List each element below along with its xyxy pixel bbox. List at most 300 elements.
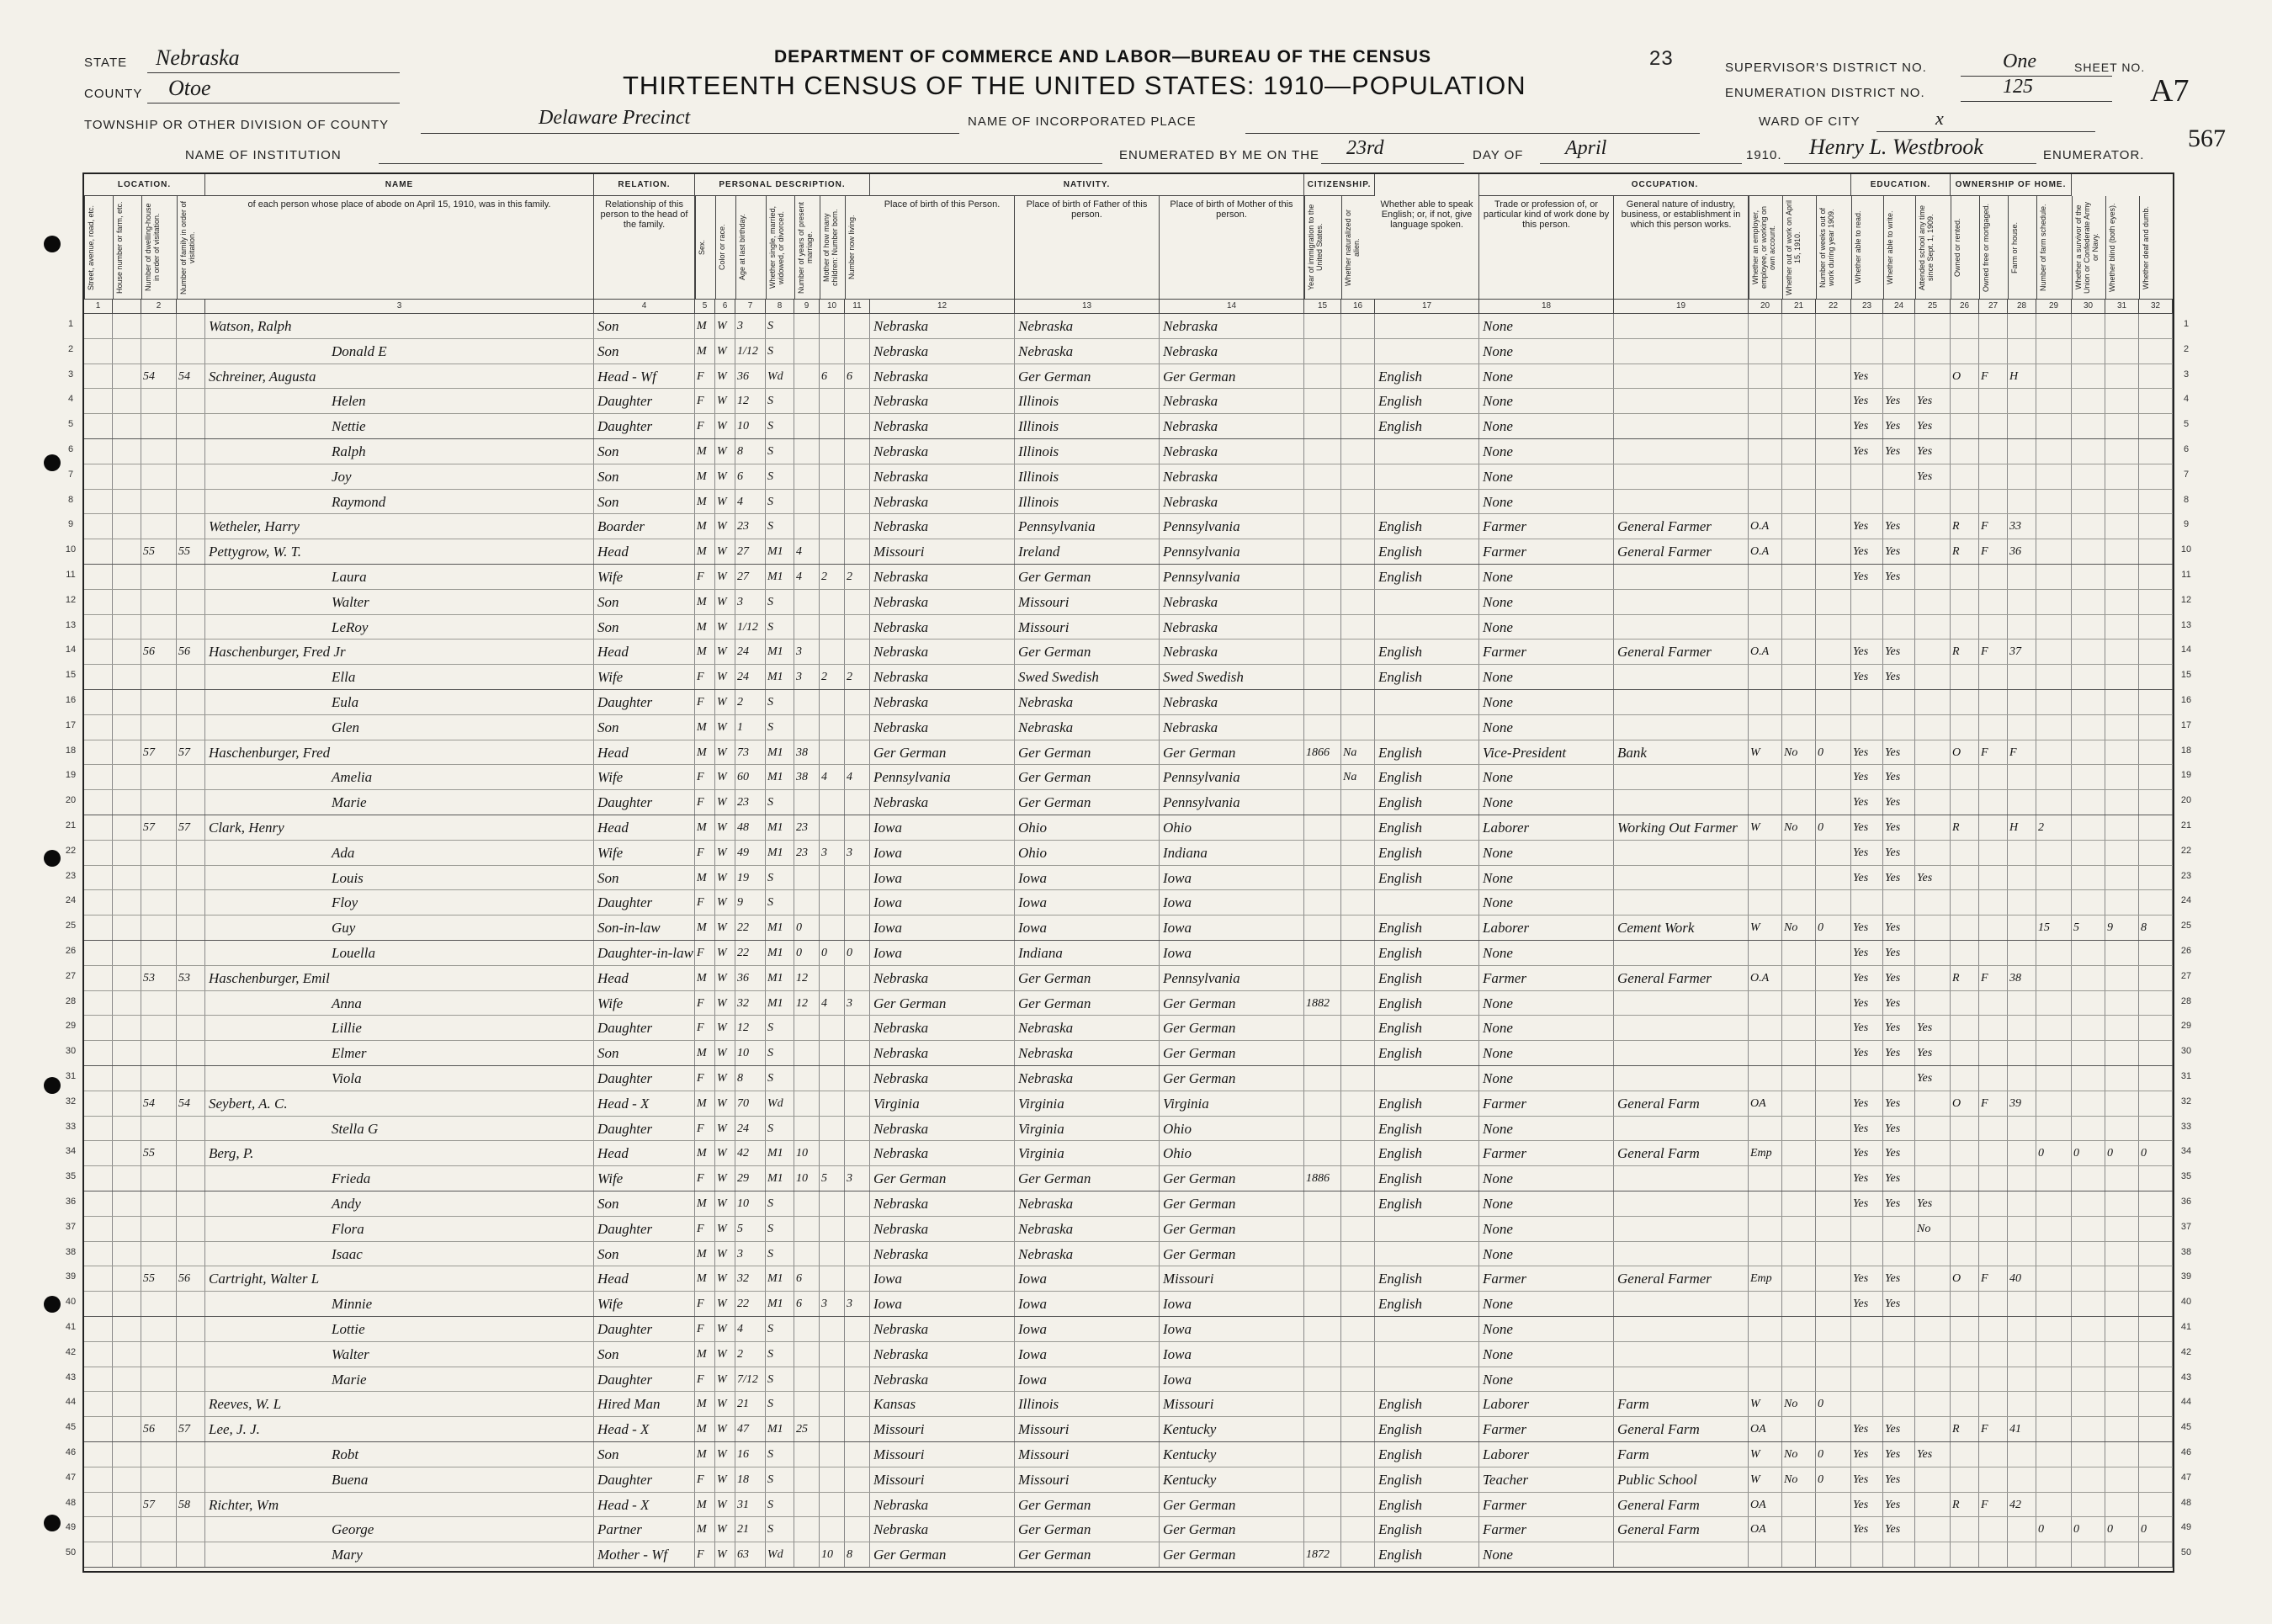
binder-hole xyxy=(44,236,61,252)
table-cell: W xyxy=(715,414,735,438)
table-cell: Richter, Wm xyxy=(205,1493,594,1517)
table-cell: Laborer xyxy=(1479,815,1614,840)
table-cell: R xyxy=(1951,815,1979,840)
table-cell xyxy=(1782,866,1816,890)
table-cell xyxy=(2036,1166,2072,1191)
table-cell xyxy=(1851,1542,1883,1567)
table-cell xyxy=(84,815,113,840)
table-cell xyxy=(2105,690,2139,714)
table-cell xyxy=(84,941,113,965)
column-header: Whether out of work on April 15, 1910. xyxy=(1782,196,1816,299)
table-cell: Amelia xyxy=(205,765,594,789)
table-cell xyxy=(141,1292,177,1316)
table-cell: W xyxy=(1749,1442,1782,1467)
table-cell: 1886 xyxy=(1304,1166,1341,1191)
table-cell xyxy=(2008,464,2036,489)
table-cell xyxy=(1883,1542,1915,1567)
table-cell: Nebraska xyxy=(870,339,1015,364)
table-cell xyxy=(2008,1392,2036,1416)
table-cell xyxy=(2105,941,2139,965)
table-cell xyxy=(794,1367,820,1392)
table-row xyxy=(84,941,2173,966)
table-cell: R xyxy=(1951,640,1979,664)
table-cell: Laborer xyxy=(1479,1392,1614,1416)
table-cell: Head xyxy=(594,740,695,765)
table-cell xyxy=(2139,941,2173,965)
table-cell: English xyxy=(1375,790,1479,815)
table-cell xyxy=(1341,314,1375,338)
table-cell: Robt xyxy=(205,1442,594,1467)
table-cell: English xyxy=(1375,1542,1479,1567)
table-cell: General Farmer xyxy=(1614,1266,1749,1291)
table-cell xyxy=(1614,1117,1749,1141)
column-number: 32 xyxy=(2139,299,2173,314)
table-cell xyxy=(845,389,870,413)
table-cell: General Farm xyxy=(1614,1141,1749,1165)
table-cell xyxy=(794,1317,820,1341)
table-cell xyxy=(141,1317,177,1341)
table-cell: Ger German xyxy=(870,740,1015,765)
table-cell xyxy=(1749,690,1782,714)
table-cell xyxy=(2072,1442,2105,1467)
table-cell xyxy=(1341,1467,1375,1492)
table-cell xyxy=(2139,1467,2173,1492)
table-cell: 5 xyxy=(2072,915,2105,940)
table-row xyxy=(84,1141,2173,1166)
table-cell xyxy=(1614,1217,1749,1241)
table-cell xyxy=(177,389,205,413)
table-cell xyxy=(1915,1242,1951,1266)
line-number: 26 xyxy=(65,945,77,956)
table-cell xyxy=(1851,339,1883,364)
table-cell: Son xyxy=(594,866,695,890)
table-cell xyxy=(794,1117,820,1141)
table-cell xyxy=(113,1141,141,1165)
table-cell: 0 xyxy=(1816,915,1851,940)
table-cell: Yes xyxy=(1915,1016,1951,1040)
column-header: Owned free or mortgaged. xyxy=(1979,196,2008,299)
table-cell: Nebraska xyxy=(870,1242,1015,1266)
line-number: 15 xyxy=(2180,670,2192,681)
table-cell xyxy=(177,1317,205,1341)
table-cell: Virginia xyxy=(1015,1141,1160,1165)
table-cell: M xyxy=(695,514,715,539)
table-cell xyxy=(1304,815,1341,840)
table-cell xyxy=(177,1217,205,1241)
table-cell xyxy=(1816,1292,1851,1316)
table-cell xyxy=(2036,1367,2072,1392)
table-cell: Daughter xyxy=(594,890,695,915)
table-cell xyxy=(1304,690,1341,714)
table-cell: S xyxy=(766,339,794,364)
table-cell xyxy=(1375,439,1479,464)
column-header: Whether naturalized or alien. xyxy=(1341,196,1375,299)
table-cell xyxy=(2008,414,2036,438)
table-cell xyxy=(2008,1242,2036,1266)
table-cell: Lillie xyxy=(205,1016,594,1040)
table-cell xyxy=(1782,339,1816,364)
table-cell xyxy=(2008,1317,2036,1341)
table-cell: English xyxy=(1375,1442,1479,1467)
table-cell: M1 xyxy=(766,1266,794,1291)
table-cell xyxy=(1749,790,1782,815)
table-cell xyxy=(1979,1016,2008,1040)
table-cell xyxy=(1915,1091,1951,1116)
table-cell: W xyxy=(715,490,735,514)
table-cell: W xyxy=(715,389,735,413)
stamp-number: 567 xyxy=(2188,125,2226,152)
table-cell: Nebraska xyxy=(870,514,1015,539)
table-cell xyxy=(113,414,141,438)
table-cell xyxy=(1979,314,2008,338)
table-cell xyxy=(1951,590,1979,614)
table-cell xyxy=(1341,389,1375,413)
table-cell: Yes xyxy=(1851,1467,1883,1492)
table-cell xyxy=(1782,565,1816,589)
table-cell xyxy=(1341,815,1375,840)
column-header: Age at last birthday. xyxy=(735,196,766,299)
table-cell xyxy=(1341,1016,1375,1040)
table-cell: Son-in-law xyxy=(594,915,695,940)
table-cell xyxy=(1915,715,1951,740)
table-cell xyxy=(1341,1442,1375,1467)
table-cell: W xyxy=(715,1367,735,1392)
table-cell xyxy=(84,665,113,689)
table-cell xyxy=(1614,414,1749,438)
table-cell xyxy=(2072,1317,2105,1341)
line-number: 34 xyxy=(65,1146,77,1157)
table-cell xyxy=(1951,1367,1979,1392)
table-cell xyxy=(1614,1191,1749,1216)
table-cell: Yes xyxy=(1883,1091,1915,1116)
table-cell xyxy=(1341,866,1375,890)
table-cell xyxy=(1304,490,1341,514)
column-header: General nature of industry, business, or establishment in which this person works. xyxy=(1614,174,1749,299)
line-number: 1 xyxy=(2183,318,2190,329)
table-cell: Wd xyxy=(766,364,794,389)
table-cell xyxy=(2072,1091,2105,1116)
table-cell: 9 xyxy=(2105,915,2139,940)
table-cell: W xyxy=(715,439,735,464)
table-cell: W xyxy=(715,539,735,564)
table-cell xyxy=(845,439,870,464)
table-cell: Virginia xyxy=(870,1091,1015,1116)
table-cell: Partner xyxy=(594,1517,695,1542)
table-cell xyxy=(1304,890,1341,915)
table-cell xyxy=(1375,464,1479,489)
table-cell xyxy=(1341,1117,1375,1141)
table-cell xyxy=(2036,690,2072,714)
table-cell: 16 xyxy=(735,1442,766,1467)
table-cell: Ger German xyxy=(1015,740,1160,765)
table-cell: W xyxy=(715,1266,735,1291)
table-cell: Boarder xyxy=(594,514,695,539)
table-cell: 10 xyxy=(735,1191,766,1216)
table-cell: English xyxy=(1375,991,1479,1016)
table-cell xyxy=(1782,665,1816,689)
table-cell: Yes xyxy=(1883,966,1915,990)
table-cell: English xyxy=(1375,1141,1479,1165)
table-cell: Schreiner, Augusta xyxy=(205,364,594,389)
table-cell: Illinois xyxy=(1015,414,1160,438)
table-cell xyxy=(1341,1041,1375,1065)
table-cell: W xyxy=(715,1342,735,1367)
table-cell: Walter xyxy=(205,1342,594,1367)
line-number: 22 xyxy=(65,845,77,856)
table-cell: M xyxy=(695,1091,715,1116)
township-value: Delaware Precinct xyxy=(539,107,691,129)
table-cell: Stella G xyxy=(205,1117,594,1141)
table-cell: 60 xyxy=(735,765,766,789)
table-cell: 1866 xyxy=(1304,740,1341,765)
table-cell xyxy=(845,1517,870,1542)
table-cell: Donald E xyxy=(205,339,594,364)
table-cell xyxy=(1816,1141,1851,1165)
table-cell: General Farm xyxy=(1614,1417,1749,1441)
table-cell xyxy=(1341,665,1375,689)
table-cell: M xyxy=(695,1417,715,1441)
table-cell xyxy=(1915,915,1951,940)
table-cell xyxy=(1816,1367,1851,1392)
table-cell: Nebraska xyxy=(870,790,1015,815)
table-cell: Son xyxy=(594,590,695,614)
table-cell: Nebraska xyxy=(1160,640,1304,664)
table-cell: 58 xyxy=(177,1493,205,1517)
table-cell xyxy=(820,1467,845,1492)
line-number: 39 xyxy=(65,1271,77,1282)
table-cell: F xyxy=(695,665,715,689)
table-cell xyxy=(2139,1367,2173,1392)
table-cell xyxy=(84,1392,113,1416)
table-cell xyxy=(141,991,177,1016)
table-cell: 27 xyxy=(735,539,766,564)
binder-hole xyxy=(44,454,61,471)
table-cell xyxy=(1304,1141,1341,1165)
column-number: 2 xyxy=(141,299,177,314)
table-cell: 57 xyxy=(177,815,205,840)
table-cell xyxy=(1883,715,1915,740)
enumerated-month: April xyxy=(1565,137,1607,159)
table-cell xyxy=(84,841,113,865)
table-cell: Nebraska xyxy=(1015,690,1160,714)
table-cell xyxy=(113,1342,141,1367)
table-cell xyxy=(845,590,870,614)
table-cell xyxy=(820,790,845,815)
table-cell: 53 xyxy=(177,966,205,990)
table-cell: Yes xyxy=(1851,1041,1883,1065)
table-cell: Head xyxy=(594,539,695,564)
table-cell: Yes xyxy=(1851,565,1883,589)
line-number: 29 xyxy=(2180,1021,2192,1032)
table-cell: 0 xyxy=(2072,1517,2105,1542)
binder-hole xyxy=(44,850,61,867)
table-cell: No xyxy=(1782,1467,1816,1492)
table-cell: 12 xyxy=(735,1016,766,1040)
table-cell: Pennsylvania xyxy=(1160,790,1304,815)
table-cell: S xyxy=(766,439,794,464)
table-cell xyxy=(1915,1292,1951,1316)
table-cell: English xyxy=(1375,389,1479,413)
table-cell xyxy=(141,1242,177,1266)
table-cell: None xyxy=(1479,1117,1614,1141)
line-number: 23 xyxy=(2180,870,2192,881)
table-cell: M1 xyxy=(766,539,794,564)
table-cell: Yes xyxy=(1883,1517,1915,1542)
table-cell: None xyxy=(1479,1191,1614,1216)
table-cell xyxy=(2139,590,2173,614)
table-cell: None xyxy=(1479,1367,1614,1392)
table-cell xyxy=(1782,1493,1816,1517)
table-cell: Nebraska xyxy=(870,665,1015,689)
table-cell: Ger German xyxy=(1160,1191,1304,1216)
table-cell xyxy=(2008,715,2036,740)
column-number xyxy=(113,299,141,314)
table-cell xyxy=(84,1091,113,1116)
table-cell xyxy=(84,1041,113,1065)
table-cell xyxy=(1951,615,1979,640)
table-cell xyxy=(1749,1066,1782,1091)
table-cell: Ger German xyxy=(1015,364,1160,389)
table-cell xyxy=(845,1242,870,1266)
table-cell: OA xyxy=(1749,1417,1782,1441)
table-cell xyxy=(1816,790,1851,815)
table-cell xyxy=(177,339,205,364)
table-cell xyxy=(1816,490,1851,514)
table-cell: Nebraska xyxy=(870,640,1015,664)
table-cell: Louis xyxy=(205,866,594,890)
table-cell xyxy=(1979,1041,2008,1065)
table-cell: Iowa xyxy=(1160,866,1304,890)
table-row xyxy=(84,915,2173,941)
table-cell: None xyxy=(1479,1292,1614,1316)
line-number: 19 xyxy=(65,770,77,781)
table-cell xyxy=(1915,514,1951,539)
table-cell xyxy=(2139,1091,2173,1116)
table-row xyxy=(84,1367,2173,1393)
binder-hole xyxy=(44,1515,61,1531)
table-cell: None xyxy=(1479,314,1614,338)
table-cell: OA xyxy=(1749,1091,1782,1116)
table-cell xyxy=(1749,1217,1782,1241)
table-cell: Missouri xyxy=(1015,615,1160,640)
table-cell xyxy=(1375,715,1479,740)
table-cell: 3 xyxy=(794,640,820,664)
table-cell xyxy=(84,640,113,664)
table-cell xyxy=(1915,615,1951,640)
table-cell: 55 xyxy=(177,539,205,564)
table-cell: Nebraska xyxy=(1160,314,1304,338)
table-cell: S xyxy=(766,314,794,338)
table-cell: Haschenburger, Emil xyxy=(205,966,594,990)
table-cell: 5 xyxy=(735,1217,766,1241)
table-cell xyxy=(1979,690,2008,714)
table-cell xyxy=(1782,1266,1816,1291)
table-cell: 10 xyxy=(820,1542,845,1567)
township-label: TOWNSHIP OR OTHER DIVISION OF COUNTY xyxy=(84,118,390,132)
table-cell: 3 xyxy=(845,991,870,1016)
table-cell xyxy=(1979,1317,2008,1341)
table-cell: Son xyxy=(594,314,695,338)
table-cell xyxy=(1304,1292,1341,1316)
table-cell: English xyxy=(1375,1117,1479,1141)
table-cell: M xyxy=(695,539,715,564)
table-cell xyxy=(845,1141,870,1165)
table-cell: Ger German xyxy=(870,1542,1015,1567)
table-cell: Yes xyxy=(1851,866,1883,890)
table-cell xyxy=(2105,615,2139,640)
table-cell xyxy=(2105,966,2139,990)
table-cell xyxy=(2036,1016,2072,1040)
table-cell xyxy=(84,414,113,438)
table-cell: M xyxy=(695,740,715,765)
table-cell: W xyxy=(715,966,735,990)
table-cell: 22 xyxy=(735,915,766,940)
column-number: 31 xyxy=(2105,299,2139,314)
table-cell xyxy=(141,1066,177,1091)
table-cell: 32 xyxy=(735,1266,766,1291)
column-number: 9 xyxy=(794,299,820,314)
table-cell xyxy=(1341,1542,1375,1567)
column-header: Whether able to read. xyxy=(1851,196,1883,299)
table-cell xyxy=(2008,941,2036,965)
table-cell: English xyxy=(1375,1266,1479,1291)
table-cell xyxy=(1979,1442,2008,1467)
table-cell xyxy=(84,991,113,1016)
table-cell xyxy=(2008,1066,2036,1091)
table-cell xyxy=(1341,1317,1375,1341)
table-cell xyxy=(1951,1467,1979,1492)
table-cell xyxy=(1979,1542,2008,1567)
table-cell: 55 xyxy=(141,539,177,564)
table-cell: F xyxy=(695,1317,715,1341)
table-cell xyxy=(84,1016,113,1040)
table-cell xyxy=(1951,1141,1979,1165)
column-header: Mother of how many children: Number born. xyxy=(820,196,845,299)
table-cell: Yes xyxy=(1851,640,1883,664)
table-cell xyxy=(2008,1442,2036,1467)
table-cell xyxy=(1979,1392,2008,1416)
table-row xyxy=(84,1066,2173,1091)
table-cell xyxy=(1883,1066,1915,1091)
line-number: 50 xyxy=(2180,1547,2192,1558)
table-cell xyxy=(1614,991,1749,1016)
line-number: 1 xyxy=(67,318,74,329)
table-cell xyxy=(2105,740,2139,765)
table-cell xyxy=(1782,1417,1816,1441)
table-cell: M xyxy=(695,490,715,514)
table-cell xyxy=(2008,1016,2036,1040)
table-row xyxy=(84,314,2173,339)
column-group-header: OWNERSHIP OF HOME. xyxy=(1951,174,2072,196)
column-header: House number or farm, etc. xyxy=(113,196,141,299)
table-cell xyxy=(1749,439,1782,464)
table-cell xyxy=(1915,991,1951,1016)
table-cell: F xyxy=(695,1367,715,1392)
table-cell xyxy=(113,991,141,1016)
table-cell xyxy=(1979,1066,2008,1091)
table-cell xyxy=(84,364,113,389)
table-cell: W xyxy=(715,841,735,865)
table-cell: W xyxy=(1749,915,1782,940)
table-cell xyxy=(1749,1242,1782,1266)
table-cell: 57 xyxy=(177,740,205,765)
table-cell xyxy=(820,1217,845,1241)
table-cell: Nebraska xyxy=(1160,464,1304,489)
table-cell xyxy=(2072,665,2105,689)
table-cell xyxy=(1816,615,1851,640)
table-cell xyxy=(820,690,845,714)
table-cell: None xyxy=(1479,615,1614,640)
